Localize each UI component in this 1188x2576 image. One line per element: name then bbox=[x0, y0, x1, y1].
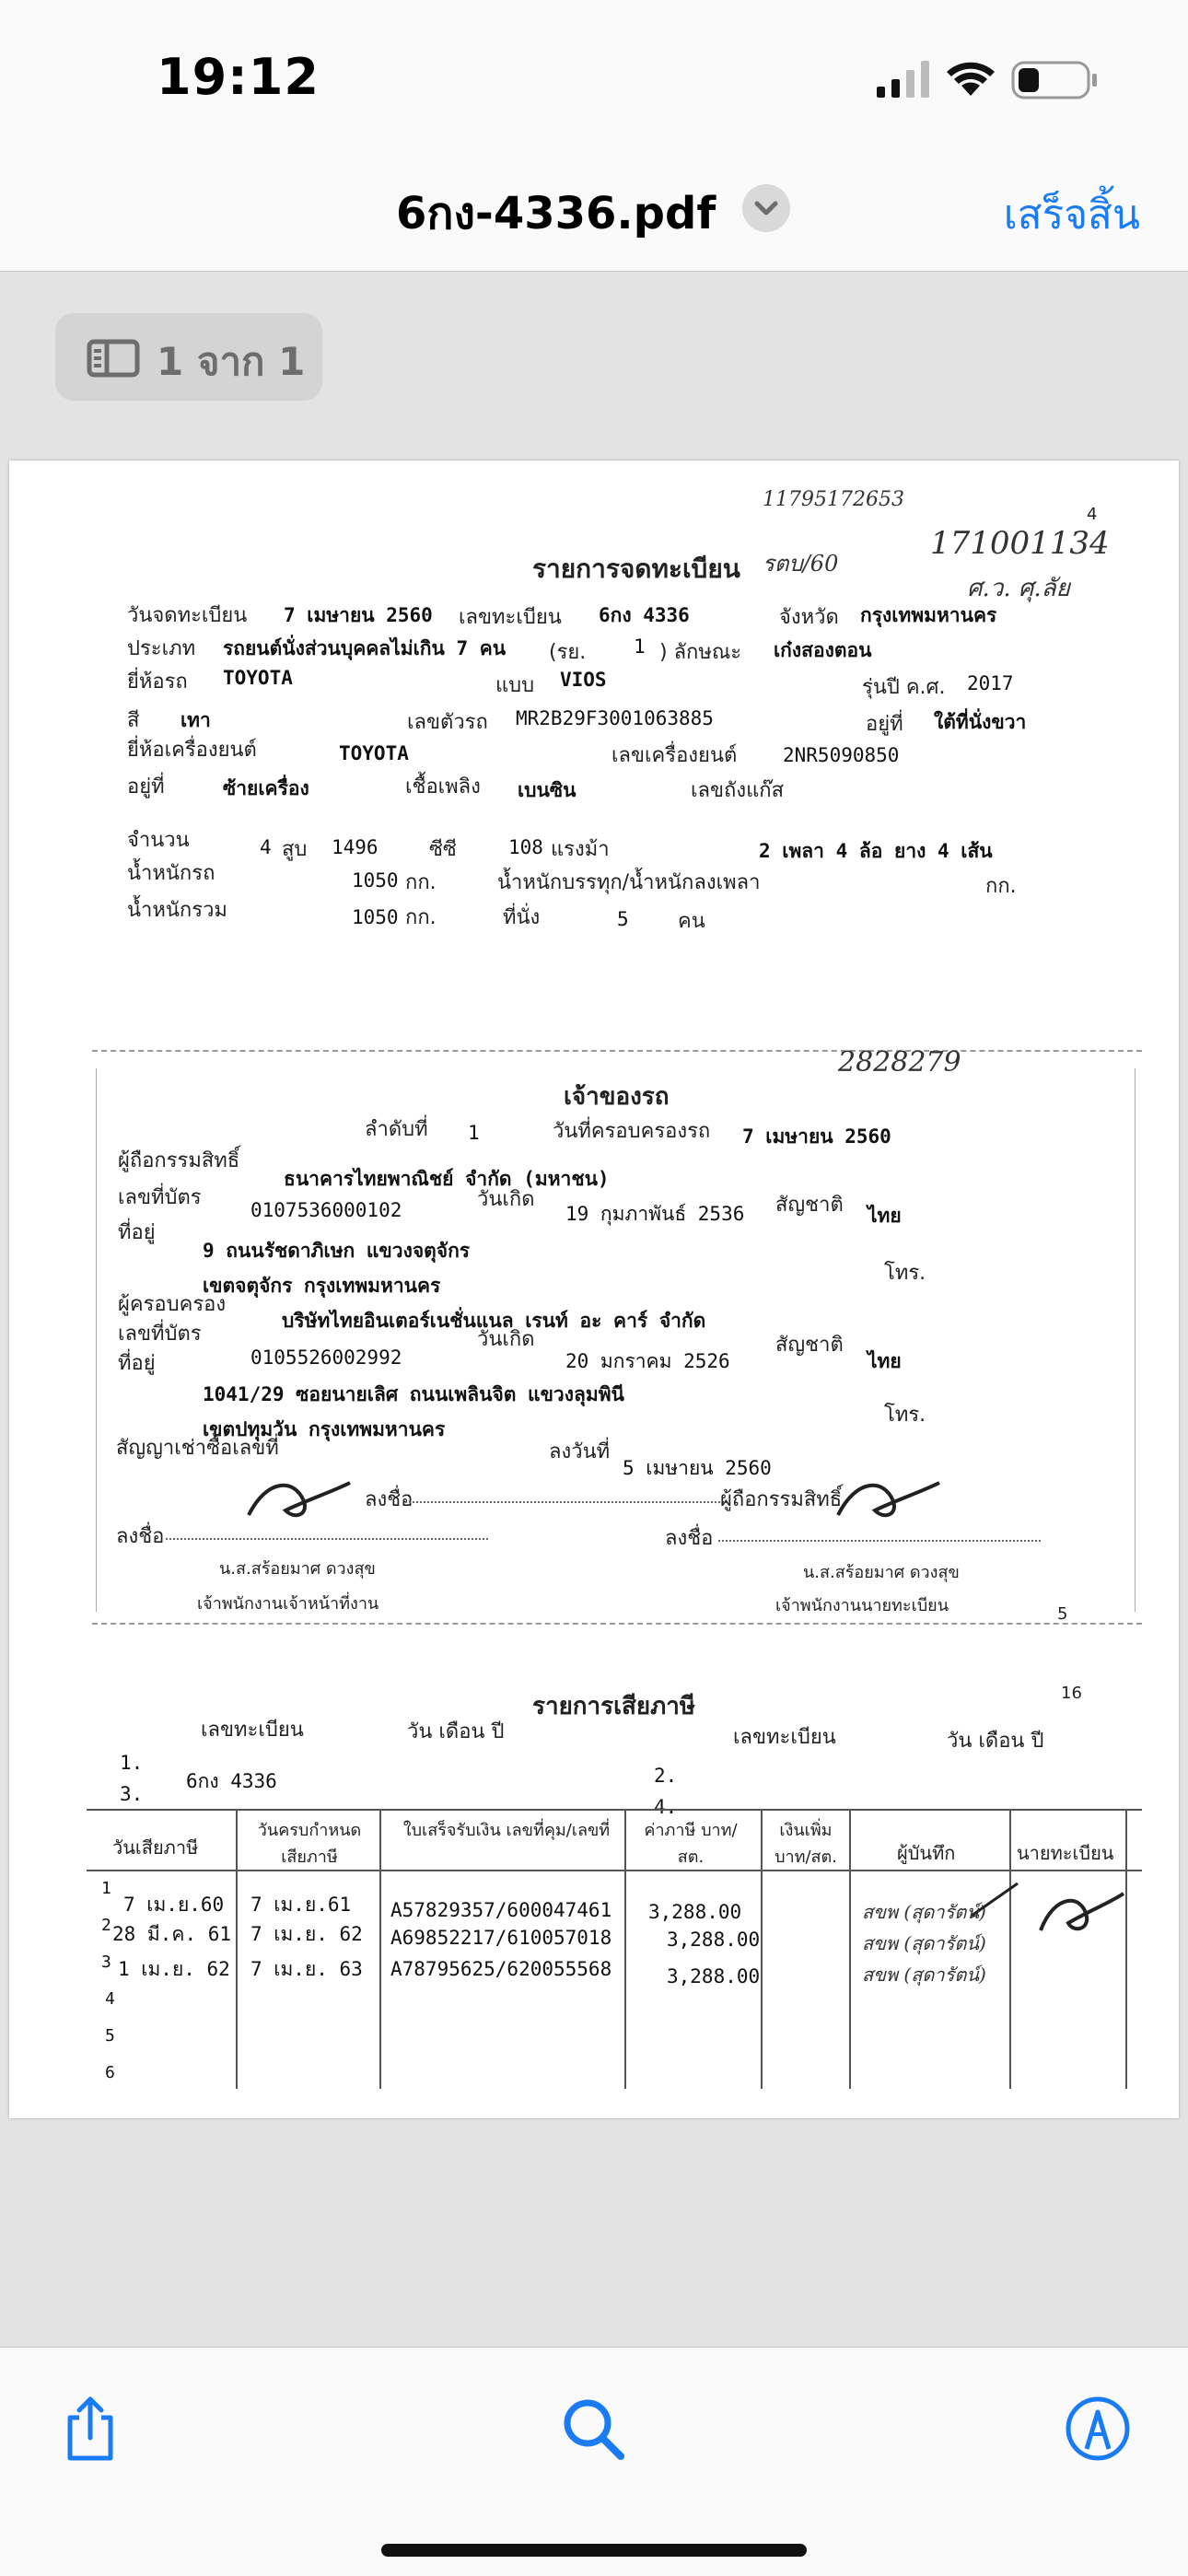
sign-role-holder: ผู้ถือกรรมสิทธิ์ bbox=[720, 1488, 843, 1511]
year-label: รุ่นปี ค.ศ. bbox=[862, 676, 946, 699]
load-label: น้ำหนักบรรทุก/น้ำหนักลงเพลา bbox=[497, 871, 761, 894]
sidebar-icon bbox=[87, 339, 140, 381]
contract-date-value: 5 เมษายน 2560 bbox=[623, 1457, 772, 1479]
officer-role-right: เจ้าพนักงานนายทะเบียน bbox=[775, 1596, 949, 1615]
sign-label-mid: ลงชื่อ bbox=[365, 1488, 413, 1511]
pdf-page bbox=[9, 460, 1179, 2118]
chevron-down-icon[interactable] bbox=[742, 184, 790, 232]
tax-plate-header-left: เลขทะเบียน bbox=[201, 1719, 304, 1742]
tax-row-receipt: A57829357/600047461 bbox=[390, 1899, 612, 1921]
holder-birth-value: 19 กุมภาพันธ์ 2536 bbox=[565, 1203, 745, 1225]
holder-nat-value: ไทย bbox=[868, 1205, 902, 1227]
page-indicator-label: 1 จาก 1 bbox=[157, 339, 306, 384]
page-mark-bottom: 16 bbox=[1061, 1684, 1082, 1703]
fuel-label: เชื้อเพลิง bbox=[405, 775, 481, 798]
sign-label-left: ลงชื่อ bbox=[116, 1525, 165, 1548]
nav-bar bbox=[0, 157, 1188, 272]
document-title[interactable]: 6กง-4336.pdf bbox=[396, 188, 716, 239]
sign-label-right: ลงชื่อ bbox=[665, 1527, 714, 1550]
poss-addr-line2: เขตปทุมวัน กรุงเทพมหานคร bbox=[203, 1418, 446, 1440]
tax-row4-no: 4. bbox=[654, 1796, 678, 1818]
engine-brand-label: ยี่ห้อเครื่องยนต์ bbox=[127, 739, 257, 762]
officer-name-left: น.ส.สร้อยมาศ ดวงสุข bbox=[219, 1559, 376, 1579]
holder-addr-line2: เขตจตุจักร กรุงเทพมหานคร bbox=[203, 1275, 441, 1297]
registration-title: รายการจดทะเบียน bbox=[532, 554, 740, 584]
tax-row-no: 6 bbox=[105, 2063, 115, 2082]
sign-line-mid bbox=[405, 1501, 728, 1503]
chassis-value: MR2B29F3001063885 bbox=[516, 707, 714, 729]
poss-addr-label: ที่อยู่ bbox=[118, 1352, 156, 1375]
registrar-signature bbox=[1031, 1884, 1133, 1949]
holder-addr-line1: 9 ถนนรัชดาภิเษก แขวงจตุจักร bbox=[203, 1240, 471, 1262]
fuel-value: เบนซิน bbox=[518, 779, 577, 801]
seats-unit: คน bbox=[678, 910, 705, 933]
seats-value: 5 bbox=[617, 908, 629, 930]
tax-header-receipt: ใบเสร็จรับเงิน เลขที่คุม/เลขที่ bbox=[402, 1821, 611, 1840]
tax-row-due: 7 เม.ย.61 bbox=[250, 1894, 352, 1916]
contract-date-label: ลงวันที่ bbox=[549, 1440, 611, 1463]
contract-label: สัญญาเช่าซื้อเลขที่ bbox=[116, 1437, 279, 1460]
tax-row-paid: 7 เม.ย.60 bbox=[123, 1894, 225, 1916]
cyl-value: 4 bbox=[260, 836, 272, 858]
reg-date-value: 7 เมษายน 2560 bbox=[284, 604, 433, 626]
home-indicator[interactable] bbox=[381, 2544, 807, 2557]
done-button[interactable]: เสร็จสิ้น bbox=[1003, 192, 1140, 239]
gas-label: เลขถังแก๊ส bbox=[691, 779, 785, 802]
tax-row-no: 1 bbox=[101, 1879, 111, 1898]
tax-row-no: 2 bbox=[101, 1916, 111, 1935]
holder-nat-label: สัญชาติ bbox=[775, 1194, 844, 1217]
weight-value: 1050 bbox=[352, 869, 399, 892]
tax-row-amount: 3,288.00 bbox=[648, 1901, 742, 1923]
handwritten-note-right: ศ.ว. ศุ.ลัย bbox=[967, 575, 1070, 602]
table-top-rule bbox=[87, 1809, 1142, 1811]
tax-row-no: 3 bbox=[101, 1952, 111, 1972]
sign-line-right bbox=[718, 1540, 1041, 1542]
poss-birth-label: วันเกิด bbox=[477, 1328, 535, 1351]
tax-row-recorder: สขพ (สุดารัตน์) bbox=[862, 1932, 986, 1954]
tax-title: รายการเสียภาษี bbox=[532, 1693, 695, 1720]
tax-row-due: 7 เม.ย. 62 bbox=[250, 1923, 363, 1945]
weight-label: น้ำหนักรถ bbox=[127, 862, 215, 885]
tax-row2-no: 2. bbox=[654, 1765, 678, 1787]
engine-no-label: เลขเครื่องยนต์ bbox=[611, 744, 738, 767]
location-value: ใต้ที่นั่งขวา bbox=[934, 711, 1027, 733]
handwritten-code-top: 11795172653 bbox=[763, 488, 904, 511]
table-col-sep-7 bbox=[1125, 1809, 1127, 2089]
year-value: 2017 bbox=[967, 672, 1014, 694]
possessor-value: บริษัทไทยอินเตอร์เนชั่นแนล เรนท์ อะ คาร์ จำกัด bbox=[282, 1310, 706, 1332]
engine-loc-value: ซ้ายเครื่อง bbox=[223, 777, 309, 799]
cyl-label: สูบ bbox=[282, 838, 308, 861]
engine-brand-value: TOYOTA bbox=[339, 742, 409, 764]
cc-label: ซีซี bbox=[429, 838, 457, 861]
search-icon[interactable] bbox=[556, 2392, 630, 2465]
chassis-label: เลขตัวรถ bbox=[407, 711, 488, 734]
own-date-value: 7 เมษายน 2560 bbox=[742, 1125, 891, 1148]
tax-row-receipt: A78795625/620055568 bbox=[390, 1958, 612, 1980]
tax-divider bbox=[92, 1623, 1142, 1625]
officer-role-left: เจ้าพนักงานเจ้าหน้าที่งาน bbox=[197, 1594, 379, 1614]
tax-row-amount: 3,288.00 bbox=[667, 1929, 761, 1951]
tax-date-header-right: วัน เดือน ปี bbox=[947, 1730, 1044, 1753]
tax-row-recorder: สขพ (สุดารัตน์) bbox=[862, 1901, 986, 1923]
province-label: จังหวัด bbox=[779, 606, 839, 629]
serial-partial: 2828279 bbox=[838, 1046, 961, 1078]
officer-name-right: น.ส.สร้อยมาศ ดวงสุข bbox=[803, 1563, 960, 1582]
tax-row-no: 5 bbox=[105, 2026, 115, 2046]
brand-value: TOYOTA bbox=[223, 667, 293, 689]
bottom-toolbar bbox=[0, 2347, 1188, 2576]
gross-unit: กก. bbox=[405, 906, 437, 929]
rs-value: 1 bbox=[634, 635, 646, 658]
share-icon[interactable] bbox=[53, 2392, 127, 2465]
weight-unit: กก. bbox=[405, 871, 437, 894]
tax-header-registrar: นายทะเบียน bbox=[1017, 1842, 1114, 1864]
tax-row-due: 7 เม.ย. 63 bbox=[250, 1958, 363, 1980]
table-col-sep-2 bbox=[379, 1809, 381, 2089]
poss-birth-value: 20 มกราคม 2526 bbox=[565, 1350, 730, 1372]
tax-row-no: 4 bbox=[105, 1989, 115, 2009]
cc-value: 1496 bbox=[332, 836, 379, 858]
holder-birth-label: วันเกิด bbox=[477, 1188, 535, 1211]
gross-value: 1050 bbox=[352, 906, 399, 928]
tax-row-recorder: สขพ (สุดารัตน์) bbox=[862, 1964, 986, 1986]
holder-addr-label: ที่อยู่ bbox=[118, 1221, 156, 1244]
table-header-rule bbox=[87, 1870, 1142, 1871]
gross-label: น้ำหนักรวม bbox=[127, 899, 227, 922]
style-value: เก๋งสองตอน bbox=[774, 639, 872, 661]
owner-title: เจ้าของรถ bbox=[564, 1083, 670, 1111]
tax-header-amount: ค่าภาษี บาท/สต. bbox=[644, 1821, 738, 1867]
style-label: ) ลักษณะ bbox=[659, 641, 742, 664]
tax-header-due: วันครบกำหนด เสียภาษี bbox=[257, 1821, 362, 1867]
engine-loc-label: อยู่ที่ bbox=[127, 775, 165, 798]
tax-plate-header-right: เลขทะเบียน bbox=[733, 1726, 836, 1749]
status-time: 19:12 bbox=[157, 48, 320, 106]
color-value: เทา bbox=[181, 709, 211, 731]
poss-nat-label: สัญชาติ bbox=[775, 1334, 844, 1357]
plate-value: 6กง 4336 bbox=[599, 604, 690, 626]
tax-date-header-left: วัน เดือน ปี bbox=[407, 1720, 505, 1743]
holder-label: ผู้ถือกรรมสิทธิ์ bbox=[118, 1149, 240, 1172]
tax-row3-no: 3. bbox=[120, 1783, 144, 1805]
tax-header-paid: วันเสียภาษี bbox=[112, 1836, 199, 1859]
holder-id-label: เลขที่บัตร bbox=[118, 1186, 202, 1209]
table-col-sep-6 bbox=[1009, 1809, 1011, 2089]
poss-tel-label: โทร. bbox=[884, 1404, 926, 1427]
tax-row-receipt: A69852217/610057018 bbox=[390, 1927, 612, 1949]
tax-row1-plate: 6กง 4336 bbox=[186, 1770, 277, 1792]
page-mark-top: 4 bbox=[1087, 505, 1098, 524]
possessor-label: ผู้ครอบครอง bbox=[118, 1293, 227, 1316]
qty-label: จำนวน bbox=[127, 829, 190, 852]
poss-nat-value: ไทย bbox=[868, 1350, 902, 1372]
poss-id-label: เลขที่บัตร bbox=[118, 1323, 202, 1346]
seq-value: 1 bbox=[468, 1122, 480, 1144]
handwritten-code-right: 171001134 bbox=[930, 525, 1110, 562]
status-bar bbox=[0, 0, 1188, 157]
signal-wifi-battery-icon bbox=[875, 55, 1133, 101]
owner-left-border bbox=[96, 1068, 97, 1612]
hp-label: แรงม้า bbox=[551, 838, 610, 861]
rs-label: (รย. bbox=[549, 641, 587, 664]
tax-row-paid: 28 มี.ค. 61 bbox=[112, 1923, 232, 1945]
reg-date-label: วันจดทะเบียน bbox=[127, 604, 248, 627]
engine-no-value: 2NR5090850 bbox=[783, 744, 900, 766]
handwritten-stamp: รตบ/60 bbox=[763, 551, 839, 577]
seq-label: ลำดับที่ bbox=[365, 1118, 428, 1141]
sign-line-left bbox=[166, 1538, 488, 1540]
type-label: ประเภท bbox=[127, 637, 196, 660]
poss-id-value: 0105526002992 bbox=[250, 1346, 402, 1369]
markup-icon[interactable] bbox=[1061, 2392, 1135, 2465]
tax-header-recorder: ผู้บันทึก bbox=[897, 1842, 956, 1864]
model-label: แบบ bbox=[495, 674, 535, 697]
hp-value: 108 bbox=[508, 836, 543, 858]
status-icons bbox=[875, 55, 1133, 101]
color-label: สี bbox=[127, 709, 140, 732]
model-value: VIOS bbox=[560, 669, 607, 691]
recorder-check-mark bbox=[967, 1879, 1022, 1925]
plate-label: เลขทะเบียน bbox=[459, 606, 562, 629]
table-col-sep-3 bbox=[624, 1809, 626, 2089]
tax-header-surcharge: เงินเพิ่ม บาท/สต. bbox=[775, 1821, 837, 1867]
table-col-sep-5 bbox=[849, 1809, 851, 2089]
table-col-sep-1 bbox=[236, 1809, 238, 2089]
axle-value: 2 เพลา 4 ล้อ ยาง 4 เส้น bbox=[759, 840, 993, 862]
holder-id-value: 0107536000102 bbox=[250, 1199, 402, 1221]
section-divider bbox=[92, 1050, 1142, 1052]
holder-tel-label: โทร. bbox=[884, 1262, 926, 1285]
poss-addr-line1: 1041/29 ซอยนายเลิศ ถนนเพลินจิต แขวงลุมพินี bbox=[203, 1383, 624, 1405]
page-mark-mid: 5 bbox=[1057, 1604, 1068, 1624]
province-value: กรุงเทพมหานคร bbox=[860, 604, 997, 626]
load-unit: กก. bbox=[985, 875, 1017, 898]
table-col-sep-4 bbox=[761, 1809, 763, 2089]
type-value: รถยนต์นั่งส่วนบุคคลไม่เกิน 7 คน bbox=[223, 637, 507, 659]
owner-right-border bbox=[1135, 1068, 1136, 1612]
page-indicator[interactable] bbox=[55, 313, 322, 401]
tax-row-amount: 3,288.00 bbox=[667, 1965, 761, 1987]
seats-label: ที่นั่ง bbox=[503, 906, 541, 929]
own-date-label: วันที่ครอบครองรถ bbox=[553, 1120, 711, 1143]
brand-label: ยี่ห้อรถ bbox=[127, 670, 188, 694]
signature-right bbox=[829, 1474, 967, 1529]
holder-value: ธนาคารไทยพาณิชย์ จำกัด (มหาชน) bbox=[284, 1168, 610, 1190]
signature-left bbox=[239, 1474, 378, 1529]
tax-row1-no: 1. bbox=[120, 1752, 144, 1774]
location-label: อยู่ที่ bbox=[866, 713, 903, 736]
tax-row-paid: 1 เม.ย. 62 bbox=[118, 1958, 230, 1980]
